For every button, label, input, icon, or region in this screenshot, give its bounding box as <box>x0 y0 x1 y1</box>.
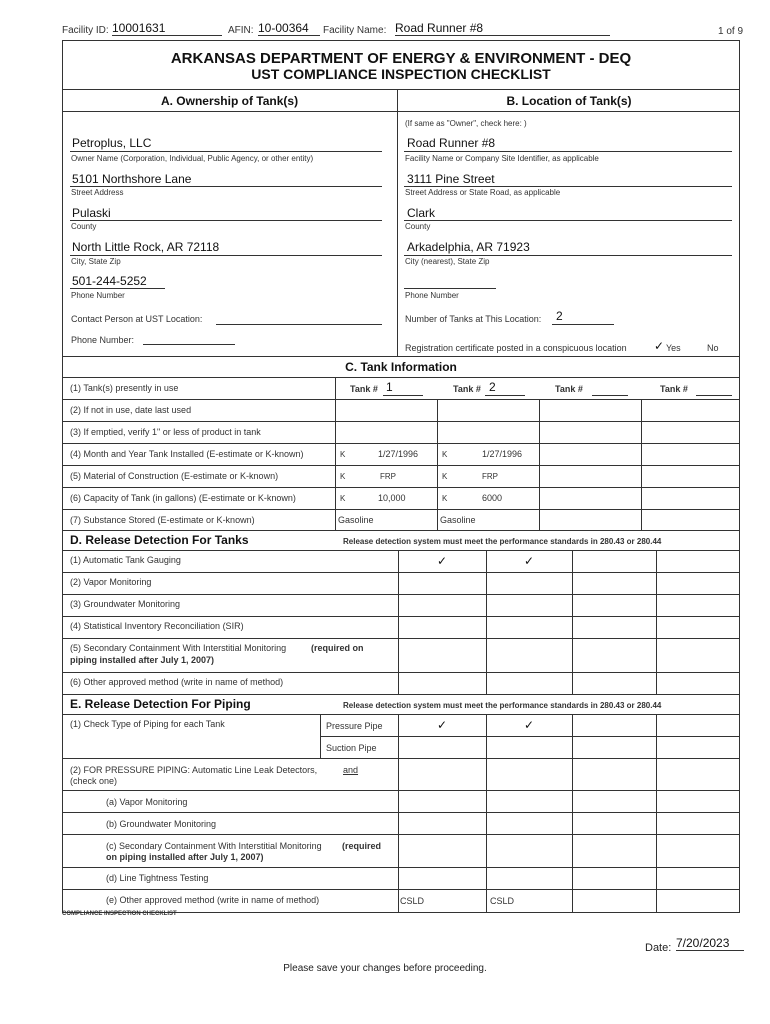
rd-tanks-row-1: (1) Automatic Tank Gauging <box>70 555 181 565</box>
facility-name-field[interactable]: Road Runner #8 <box>395 21 610 36</box>
owner-phone-label: Phone Number <box>71 291 125 300</box>
underline <box>485 395 525 396</box>
owner-name-label: Owner Name (Corporation, Individual, Public Agency, or other entity) <box>71 154 314 163</box>
grid-line <box>62 790 740 791</box>
section-a-heading: A. Ownership of Tank(s) <box>160 94 299 108</box>
rd-piping-sub-d: (d) Line Tightness Testing <box>106 873 209 883</box>
underline <box>404 151 732 152</box>
location-phone-field[interactable] <box>404 288 496 289</box>
contact-phone-field[interactable] <box>143 344 235 345</box>
underline <box>70 186 382 187</box>
rd-piping-sub-c: (c) Secondary Containment With Interstitial Monitoring <box>106 841 322 851</box>
tank-2-material-k: K <box>442 472 448 481</box>
grid-line <box>62 509 740 510</box>
rd-tanks-row-5: (5) Secondary Containment With Interstitial Monitoring <box>70 643 287 653</box>
grid-line <box>62 421 740 422</box>
grid-line <box>62 834 740 835</box>
divider <box>62 714 740 715</box>
section-d-note: Release detection system must meet the performance standards in 280.43 or 280.44 <box>343 537 662 546</box>
underline <box>70 288 165 289</box>
tank-2-capacity[interactable]: 6000 <box>482 493 503 503</box>
underline <box>404 186 732 187</box>
owner-name-field[interactable]: Petroplus, LLC <box>72 136 152 150</box>
facility-id-field[interactable]: 10001631 <box>112 21 222 36</box>
grid-line <box>62 812 740 813</box>
location-street-label: Street Address or State Road, as applicable <box>405 188 561 197</box>
grid-line <box>641 399 642 530</box>
underline <box>70 151 382 152</box>
tank-4-label: Tank # <box>660 384 688 394</box>
underline <box>404 220 732 221</box>
grid-line <box>62 487 740 488</box>
divider <box>62 377 740 378</box>
owner-county-field[interactable]: Pulaski <box>72 206 111 220</box>
afin-field[interactable]: 10-00364 <box>258 21 320 36</box>
grid-line <box>486 714 487 913</box>
rd-piping-row-1: (1) Check Type of Piping for each Tank <box>70 719 225 729</box>
date-label: Date: <box>645 942 672 954</box>
grid-line <box>320 714 321 758</box>
form-footer-name: COMPLIANCE INSPECTION CHECKLIST <box>62 911 177 917</box>
grid-line <box>398 550 399 694</box>
tank-2-atg-check[interactable]: ✓ <box>524 554 535 568</box>
grid-line <box>62 399 740 400</box>
tank-1-label: Tank # <box>350 384 378 394</box>
tank-1-material-k: K <box>340 472 346 481</box>
registration-no-label: No <box>707 343 719 353</box>
section-b-heading: B. Location of Tank(s) <box>506 94 632 108</box>
tank-info-row-3: (3) If emptied, verify 1" or less of product in tank <box>70 427 261 437</box>
tank-info-row-6: (6) Capacity of Tank (in gallons) (E-estimate or K-known) <box>70 493 296 503</box>
grid-line <box>320 736 740 737</box>
location-street-field[interactable]: 3111 Pine Street <box>407 172 495 186</box>
grid-line <box>486 550 487 694</box>
grid-line <box>62 672 740 673</box>
date-field[interactable]: 7/20/2023 <box>676 936 744 951</box>
underline <box>383 395 423 396</box>
section-d-heading: D. Release Detection For Tanks <box>70 533 249 547</box>
registration-yes-check[interactable]: ✓ <box>654 339 665 353</box>
tank-1-installed[interactable]: 1/27/1996 <box>378 449 419 459</box>
grid-line <box>656 550 657 694</box>
divider <box>62 530 740 531</box>
divider <box>62 356 740 357</box>
underline <box>70 255 382 256</box>
rd-piping-sub-c-cont: on piping installed after July 1, 2007) <box>106 852 264 862</box>
tank-1-other-method[interactable]: CSLD <box>400 896 425 906</box>
owner-street-field[interactable]: 5101 Northshore Lane <box>72 172 192 186</box>
grid-line <box>62 889 740 890</box>
location-name-field[interactable]: Road Runner #8 <box>407 136 496 150</box>
owner-city-field[interactable]: North Little Rock, AR 72118 <box>72 240 220 254</box>
section-c-heading: C. Tank Information <box>345 360 457 374</box>
grid-line <box>62 443 740 444</box>
rd-tanks-row-2: (2) Vapor Monitoring <box>70 577 152 587</box>
grid-line <box>656 714 657 913</box>
tank-info-row-1: (1) Tank(s) presently in use <box>70 383 179 393</box>
form-title-line1: ARKANSAS DEPARTMENT OF ENERGY & ENVIRONMENT - DEQ <box>170 50 632 67</box>
tank-1-atg-check[interactable]: ✓ <box>437 554 448 568</box>
grid-line <box>62 638 740 639</box>
contact-person-label: Contact Person at UST Location: <box>71 314 203 324</box>
page-number: 1 of 9 <box>718 26 744 37</box>
tank-2-label: Tank # <box>453 384 481 394</box>
rd-piping-sub-a: (a) Vapor Monitoring <box>106 797 188 807</box>
location-county-label: County <box>405 222 431 231</box>
location-name-label: Facility Name or Company Site Identifier, as applicable <box>405 154 599 163</box>
grid-line <box>62 758 740 759</box>
owner-county-label: County <box>71 222 97 231</box>
tank-1-pressure-check[interactable]: ✓ <box>437 718 448 732</box>
num-tanks-field[interactable]: 2 <box>556 309 563 323</box>
tank-info-row-7: (7) Substance Stored (E-estimate or K-known) <box>70 515 255 525</box>
tank-2-other-method[interactable]: CSLD <box>490 896 515 906</box>
divider <box>62 550 740 551</box>
tank-3-number[interactable] <box>592 395 628 396</box>
registration-yes-label: Yes <box>666 343 681 353</box>
pressure-pipe-label: Pressure Pipe <box>326 721 383 731</box>
location-phone-label: Phone Number <box>405 291 459 300</box>
owner-phone-field[interactable]: 501-244-5252 <box>72 274 147 288</box>
form-title-line2: UST COMPLIANCE INSPECTION CHECKLIST <box>251 66 551 82</box>
tank-info-row-4: (4) Month and Year Tank Installed (E-estimate or K-known) <box>70 449 304 459</box>
tank-1-substance[interactable]: Gasoline <box>338 515 374 525</box>
tank-2-pressure-check[interactable]: ✓ <box>524 718 535 732</box>
grid-line <box>62 616 740 617</box>
grid-line <box>335 377 336 530</box>
rd-tanks-row-6: (6) Other approved method (write in name of method) <box>70 677 284 687</box>
section-e-note: Release detection system must meet the performance standards in 280.43 or 280.44 <box>343 701 662 710</box>
grid-line <box>62 572 740 573</box>
tank-1-capacity-k: K <box>340 494 346 503</box>
underline <box>404 255 732 256</box>
tank-1-number[interactable]: 1 <box>386 380 393 394</box>
rd-tanks-row-5-cont: piping installed after July 1, 2007) <box>70 655 215 665</box>
tank-2-installed[interactable]: 1/27/1996 <box>482 449 523 459</box>
same-as-owner-label: (If same as "Owner", check here: ) <box>405 119 527 128</box>
facility-id-label: Facility ID: <box>62 25 109 36</box>
location-county-field[interactable]: Clark <box>407 206 436 220</box>
facility-name-label: Facility Name: <box>323 25 387 36</box>
tank-1-capacity[interactable]: 10,000 <box>378 493 406 503</box>
owner-street-label: Street Address <box>71 188 124 197</box>
tank-2-capacity-k: K <box>442 494 448 503</box>
section-e-heading: E. Release Detection For Piping <box>70 697 251 711</box>
tank-4-number[interactable] <box>696 395 732 396</box>
save-changes-note: Please save your changes before proceeding. <box>283 963 487 974</box>
rd-piping-sub-c-required: (required <box>342 841 382 851</box>
grid-line <box>437 399 438 530</box>
rd-tanks-row-4: (4) Statistical Inventory Reconciliation (SIR) <box>70 621 244 631</box>
tank-2-material[interactable]: FRP <box>482 472 498 481</box>
location-city-field[interactable]: Arkadelphia, AR 71923 <box>407 240 530 254</box>
owner-city-label: City, State Zip <box>71 257 121 266</box>
suction-pipe-label: Suction Pipe <box>326 743 377 753</box>
grid-line <box>62 867 740 868</box>
rd-piping-row-2: (2) FOR PRESSURE PIPING: Automatic Line Leak Detectors, <box>70 765 318 775</box>
num-tanks-label: Number of Tanks at This Location: <box>405 314 542 324</box>
rd-tanks-row-5-required: (required on <box>311 643 364 653</box>
underline <box>552 324 614 325</box>
divider <box>62 111 740 112</box>
tank-1-installed-k: K <box>340 450 346 459</box>
afin-label: AFIN: <box>228 25 254 36</box>
tank-2-substance[interactable]: Gasoline <box>440 515 476 525</box>
contact-person-field[interactable] <box>216 324 382 325</box>
grid-line <box>572 550 573 694</box>
tank-info-row-5: (5) Material of Construction (E-estimate or K-known) <box>70 471 279 481</box>
tank-info-row-2: (2) If not in use, date last used <box>70 405 192 415</box>
tank-2-number[interactable]: 2 <box>489 380 496 394</box>
contact-phone-label: Phone Number: <box>71 335 135 345</box>
rd-tanks-row-3: (3) Groundwater Monitoring <box>70 599 181 609</box>
grid-line <box>572 714 573 913</box>
grid-line <box>539 399 540 530</box>
registration-label: Registration certificate posted in a conspicuous location <box>405 343 627 353</box>
tank-1-material[interactable]: FRP <box>380 472 396 481</box>
divider <box>62 694 740 695</box>
grid-line <box>398 714 399 913</box>
rd-piping-sub-b: (b) Groundwater Monitoring <box>106 819 217 829</box>
rd-piping-row-2-and: and <box>343 765 359 775</box>
rd-piping-sub-e: (e) Other approved method (write in name of method) <box>106 895 320 905</box>
grid-line <box>62 465 740 466</box>
tank-2-installed-k: K <box>442 450 448 459</box>
rd-piping-row-2-check-one: (check one) <box>70 776 118 786</box>
divider <box>397 89 398 356</box>
divider <box>62 89 740 90</box>
location-city-label: City (nearest), State Zip <box>405 257 490 266</box>
tank-3-label: Tank # <box>555 384 583 394</box>
grid-line <box>62 594 740 595</box>
underline <box>70 220 382 221</box>
